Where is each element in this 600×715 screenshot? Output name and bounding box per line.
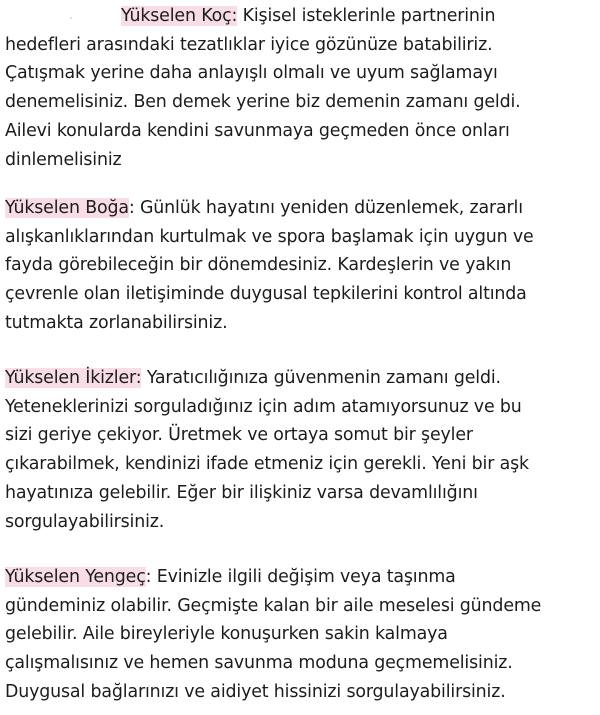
- sign-heading: Yükselen Boğa: [5, 198, 129, 218]
- text-line: hedefleri arasındaki tezatlıklar iyice gözünüze batabiliriz.: [5, 34, 493, 55]
- sign-heading: Yükselen Yengeç: [5, 567, 146, 587]
- text-line: [5, 2, 521, 31]
- text-line: sizi geriye çekiyor. Üretmek ve ortaya somut bir şeyler: [5, 425, 473, 446]
- entry-paragraph: [5, 563, 541, 707]
- entry-yengec: [5, 563, 541, 707]
- text-line: alışkanlıklarından kurtulmak ve spora başlamak için uygun ve: [5, 226, 534, 247]
- text-line: [5, 194, 534, 223]
- text-line: gündeminiz olabilir. Geçmişte kalan bir aile meselesi gündeme: [5, 595, 542, 616]
- entry-boga: [5, 194, 534, 338]
- text-line: fayda görebileceğin bir dönemdesiniz. Kardeşlerin ve yakın: [5, 255, 512, 276]
- text-fragment: Yaratıcılığınıza güvenmenin zamanı geldi.: [141, 368, 501, 388]
- text-line: dinlemelisiniz: [5, 149, 122, 170]
- text-line: Yeteneklerinizi sorguladığınız için adım atamıyorsunuz ve bu: [5, 396, 522, 417]
- text-line: Duygusal bağlarınızı ve aidiyet hissinizi sorgulayabilirsiniz.: [5, 681, 506, 702]
- text-fragment: Kişisel isteklerinle partnerinin: [237, 6, 496, 26]
- text-line: hayatınıza gelebilir. Eğer bir ilişkiniz varsa devamlılığını: [5, 482, 478, 503]
- entry-paragraph: [5, 194, 534, 338]
- text-fragment: : Günlük hayatını yeniden düzenlemek, zararlı: [128, 198, 523, 218]
- text-line: [5, 563, 541, 592]
- text-line: [5, 364, 529, 393]
- entry-paragraph: [5, 2, 521, 174]
- text-line: gelebilir. Aile bireyleriyle konuşurken sakin kalmaya: [5, 624, 448, 645]
- text-line: çıkarabilmek, kendinizi ifade etmeniz için gerekli. Yeni bir aşk: [5, 454, 529, 475]
- text-line: sorgulayabilirsiniz.: [5, 511, 165, 532]
- text-line: tutmakta zorlanabilirsiniz.: [5, 312, 228, 333]
- text-line: çevrenle olan iletişiminde duygusal tepkilerini kontrol altında: [5, 284, 527, 305]
- entry-kocl: [5, 2, 521, 174]
- entry-paragraph: [5, 364, 529, 536]
- sign-heading: Yükselen İkizler:: [5, 368, 142, 388]
- sign-heading: Yükselen Koç:: [121, 6, 238, 26]
- text-line: denemelisiniz. Ben demek yerine biz demenin zamanı geldi.: [5, 92, 521, 113]
- text-line: Çatışmak yerine daha anlayışlı olmalı ve uyum sağlamayı: [5, 63, 498, 84]
- text-line: Ailevi konularda kendini savunmaya geçmeden önce onları: [5, 120, 510, 141]
- text-fragment: : Evinizle ilgili değişim veya taşınma: [145, 567, 456, 587]
- text-line: çalışmalısınız ve hemen savunma moduna geçmemelisiniz.: [5, 653, 513, 674]
- entry-ikizler: [5, 364, 529, 536]
